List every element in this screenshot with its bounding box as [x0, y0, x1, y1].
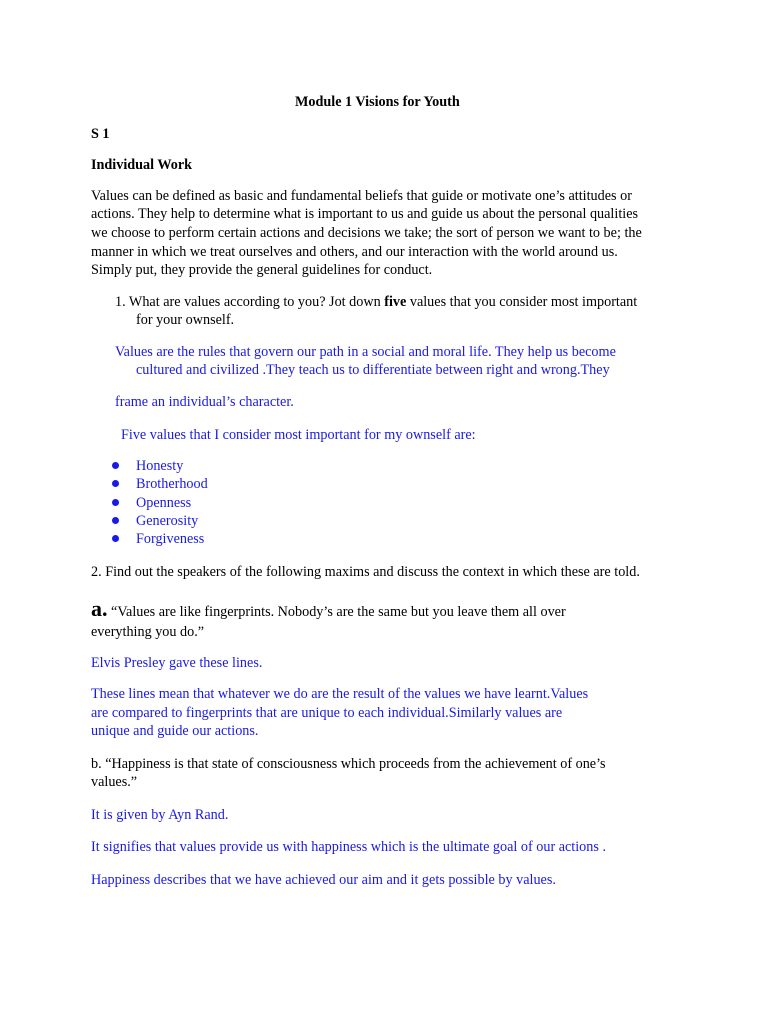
bullet-icon [112, 462, 119, 469]
maxim-letter: a. [91, 596, 108, 621]
section-label: S 1 [91, 126, 110, 142]
maxim-a-meaning: unique and guide our actions. [91, 723, 259, 739]
answer-1-line: frame an individual’s character. [115, 394, 294, 410]
list-item: Brotherhood [136, 476, 208, 492]
list-item: Forgiveness [136, 531, 205, 547]
question-1-line2: for your ownself. [136, 312, 235, 328]
bullet-icon [112, 535, 119, 542]
answer-1-line: Values are the rules that govern our path in a social and moral life. They help us become [115, 344, 616, 360]
page-title: Module 1 Visions for Youth [295, 94, 460, 110]
answer-1-line: cultured and civilized .They teach us to differentiate between right and wrong.They [136, 362, 610, 378]
intro-line: Values can be defined as basic and fundamental beliefs that guide or motivate one’s attitudes or [91, 188, 632, 204]
intro-line: manner in which we treat ourselves and others, and our interaction with the world around us. [91, 244, 618, 260]
maxim-b-line2: values.” [91, 774, 138, 790]
intro-line: we choose to perform certain actions and decisions we take; the sort of person we want to be; the [91, 225, 642, 241]
subheading: Individual Work [91, 157, 193, 173]
bullet-icon [112, 517, 119, 524]
question-2: 2. Find out the speakers of the following maxims and discuss the context in which these are told. [91, 564, 640, 580]
maxim-b-meaning: It signifies that values provide us with happiness which is the ultimate goal of our actions . [91, 839, 606, 855]
maxim-a-speaker: Elvis Presley gave these lines. [91, 655, 263, 671]
maxim-a-line2: everything you do.” [91, 624, 205, 640]
bullet-icon [112, 499, 119, 506]
maxim-b: b. “Happiness is that state of consciousness which proceeds from the achievement of one’s [91, 756, 606, 772]
intro-line: actions. They help to determine what is important to us and guide us about the personal qualities [91, 206, 639, 222]
maxim-a-meaning: These lines mean that whatever we do are the result of the values we have learnt.Values [91, 686, 589, 702]
question-1: 1. What are values according to you? Jot down five values that you consider most important [115, 294, 638, 310]
bullet-icon [112, 480, 119, 487]
list-item: Honesty [136, 458, 184, 474]
intro-line: Simply put, they provide the general guidelines for conduct. [91, 262, 433, 278]
maxim-a-meaning: are compared to fingerprints that are unique to each individual.Similarly values are [91, 705, 563, 721]
maxim-a: a. “Values are like fingerprints. Nobody’s are the same but you leave them all over [91, 596, 566, 621]
five-values-intro: Five values that I consider most important for my ownself are: [121, 427, 476, 443]
maxim-b-speaker: It is given by Ayn Rand. [91, 807, 229, 823]
list-item: Generosity [136, 513, 199, 529]
maxim-b-meaning: Happiness describes that we have achieved our aim and it gets possible by values. [91, 872, 556, 888]
list-item: Openness [136, 495, 192, 511]
